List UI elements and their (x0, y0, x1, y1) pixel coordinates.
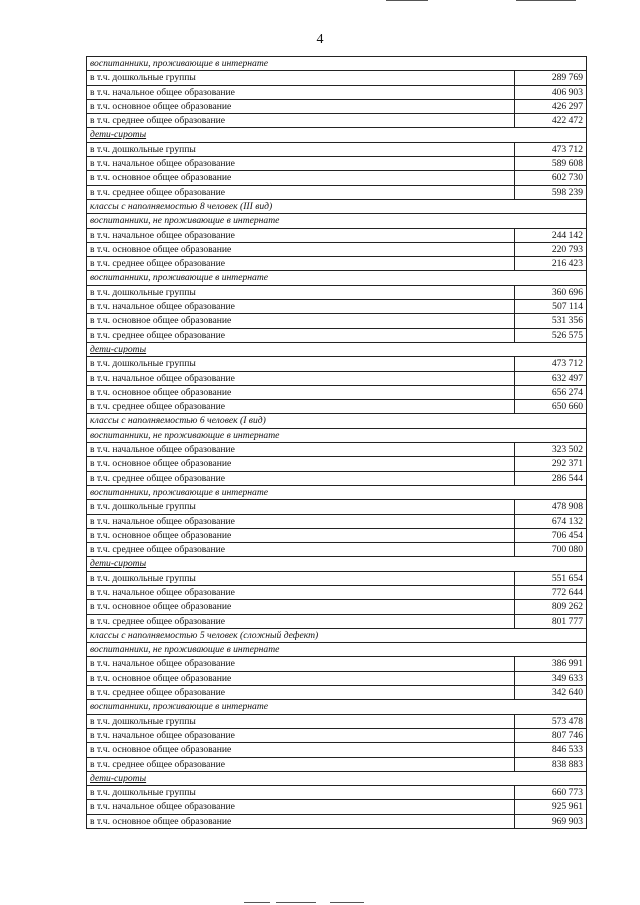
section-header-cell (87, 771, 587, 785)
section-header-row (87, 643, 587, 657)
section-header-label: воспитанники, не проживающие в интернате (90, 215, 280, 227)
section-header-label: дети-сироты (90, 772, 147, 784)
table-row (87, 71, 587, 85)
row-value: 531 356 (515, 314, 587, 328)
row-value: 809 262 (515, 600, 587, 614)
row-label: в т.ч. дошкольные группы (87, 357, 515, 371)
table-row (87, 657, 587, 671)
row-value: 386 991 (515, 657, 587, 671)
table-row (87, 385, 587, 399)
section-header-label: воспитанники, не проживающие в интернате (90, 644, 280, 656)
section-header-label: воспитанники, проживающие в интернате (90, 486, 268, 498)
table-row (87, 242, 587, 256)
table-row (87, 786, 587, 800)
table-row (87, 528, 587, 542)
row-value: 700 080 (515, 543, 587, 557)
row-label: в т.ч. начальное общее образование (87, 514, 515, 528)
section-header-label: воспитанники, не проживающие в интернате (90, 429, 280, 441)
row-value: 422 472 (515, 114, 587, 128)
section-header-label: классы с наполняемостью 8 человек (III вид) (90, 200, 273, 212)
table-row (87, 400, 587, 414)
section-header-row (87, 771, 587, 785)
section-header-cell (87, 485, 587, 499)
table-row (87, 457, 587, 471)
row-value: 360 696 (515, 285, 587, 299)
section-header-cell (87, 643, 587, 657)
section-header-row (87, 128, 587, 142)
row-label: в т.ч. среднее общее образование (87, 257, 515, 271)
tariff-table (86, 56, 587, 829)
section-header-cell (87, 57, 587, 71)
row-label: в т.ч. начальное общее образование (87, 85, 515, 99)
table-row (87, 686, 587, 700)
scan-mark-top (386, 0, 576, 2)
row-value: 507 114 (515, 300, 587, 314)
row-value: 526 575 (515, 328, 587, 342)
table-row (87, 614, 587, 628)
row-label: в т.ч. основное общее образование (87, 242, 515, 256)
table-row (87, 171, 587, 185)
row-value: 807 746 (515, 728, 587, 742)
table-row (87, 600, 587, 614)
table-row (87, 157, 587, 171)
section-header-row (87, 557, 587, 571)
row-label: в т.ч. основное общее образование (87, 385, 515, 399)
row-value: 289 769 (515, 71, 587, 85)
row-label: в т.ч. основное общее образование (87, 743, 515, 757)
row-label: в т.ч. дошкольные группы (87, 285, 515, 299)
table-row (87, 142, 587, 156)
table-row (87, 514, 587, 528)
row-label: в т.ч. основное общее образование (87, 457, 515, 471)
row-value: 349 633 (515, 671, 587, 685)
row-label: в т.ч. основное общее образование (87, 99, 515, 113)
row-label: в т.ч. основное общее образование (87, 600, 515, 614)
section-header-label: воспитанники, проживающие в интернате (90, 272, 268, 284)
table-row (87, 571, 587, 585)
section-header-label: воспитанники, проживающие в интернате (90, 58, 268, 69)
row-label: в т.ч. среднее общее образование (87, 185, 515, 199)
row-value: 650 660 (515, 400, 587, 414)
section-header-row (87, 485, 587, 499)
section-header-label: дети-сироты (90, 558, 147, 570)
row-label: в т.ч. среднее общее образование (87, 686, 515, 700)
section-header-cell (87, 700, 587, 714)
row-value: 706 454 (515, 528, 587, 542)
table-row (87, 671, 587, 685)
section-header-row (87, 428, 587, 442)
table-row (87, 185, 587, 199)
table-row (87, 714, 587, 728)
table-row (87, 357, 587, 371)
row-label: в т.ч. начальное общее образование (87, 657, 515, 671)
table-row (87, 371, 587, 385)
table-row (87, 585, 587, 599)
row-value: 969 903 (515, 814, 587, 828)
row-value: 656 274 (515, 385, 587, 399)
section-header-row (87, 700, 587, 714)
row-label: в т.ч. среднее общее образование (87, 400, 515, 414)
row-label: в т.ч. начальное общее образование (87, 300, 515, 314)
row-value: 473 712 (515, 142, 587, 156)
row-label: в т.ч. дошкольные группы (87, 142, 515, 156)
table-row (87, 743, 587, 757)
row-label: в т.ч. начальное общее образование (87, 371, 515, 385)
row-value: 478 908 (515, 500, 587, 514)
section-header-row (87, 271, 587, 285)
section-header-label: дети-сироты (90, 343, 147, 355)
row-value: 674 132 (515, 514, 587, 528)
section-header-row (87, 57, 587, 71)
row-label: в т.ч. начальное общее образование (87, 728, 515, 742)
table-row (87, 500, 587, 514)
section-header-label: воспитанники, проживающие в интернате (90, 701, 268, 713)
section-header-row (87, 628, 587, 642)
table-row (87, 300, 587, 314)
row-value: 473 712 (515, 357, 587, 371)
row-value: 660 773 (515, 786, 587, 800)
row-label: в т.ч. основное общее образование (87, 814, 515, 828)
section-header-cell (87, 414, 587, 428)
row-value: 602 730 (515, 171, 587, 185)
table-row (87, 800, 587, 814)
section-header-row (87, 414, 587, 428)
table-row (87, 814, 587, 828)
row-value: 573 478 (515, 714, 587, 728)
row-label: в т.ч. среднее общее образование (87, 328, 515, 342)
page-number: 4 (316, 32, 324, 47)
row-label: в т.ч. начальное общее образование (87, 800, 515, 814)
table-row (87, 757, 587, 771)
row-value: 244 142 (515, 228, 587, 242)
section-header-cell (87, 271, 587, 285)
row-value: 925 961 (515, 800, 587, 814)
row-label: в т.ч. дошкольные группы (87, 71, 515, 85)
row-value: 323 502 (515, 443, 587, 457)
row-label: в т.ч. основное общее образование (87, 528, 515, 542)
row-label: в т.ч. дошкольные группы (87, 500, 515, 514)
section-header-cell (87, 342, 587, 356)
section-header-label: классы с наполняемостью 6 человек (I вид) (90, 415, 266, 427)
row-label: в т.ч. среднее общее образование (87, 471, 515, 485)
section-header-cell (87, 128, 587, 142)
row-value: 598 239 (515, 185, 587, 199)
table-row (87, 728, 587, 742)
row-value: 801 777 (515, 614, 587, 628)
section-header-cell (87, 214, 587, 228)
table-row (87, 99, 587, 113)
table-row (87, 285, 587, 299)
row-value: 292 371 (515, 457, 587, 471)
row-label: в т.ч. дошкольные группы (87, 571, 515, 585)
table-row (87, 314, 587, 328)
row-label: в т.ч. основное общее образование (87, 671, 515, 685)
row-value: 846 533 (515, 743, 587, 757)
table-row (87, 543, 587, 557)
row-value: 216 423 (515, 257, 587, 271)
row-value: 772 644 (515, 585, 587, 599)
table-row (87, 114, 587, 128)
row-value: 406 903 (515, 85, 587, 99)
row-label: в т.ч. начальное общее образование (87, 157, 515, 171)
row-label: в т.ч. дошкольные группы (87, 714, 515, 728)
row-value: 551 654 (515, 571, 587, 585)
section-header-cell (87, 199, 587, 213)
row-label: в т.ч. среднее общее образование (87, 614, 515, 628)
section-header-label: классы с наполняемостью 5 человек (сложный дефект) (90, 629, 319, 641)
section-header-cell (87, 557, 587, 571)
section-header-row (87, 199, 587, 213)
row-label: в т.ч. основное общее образование (87, 171, 515, 185)
table-row (87, 257, 587, 271)
row-label: в т.ч. дошкольные группы (87, 786, 515, 800)
row-label: в т.ч. начальное общее образование (87, 443, 515, 457)
row-value: 426 297 (515, 99, 587, 113)
row-value: 342 640 (515, 686, 587, 700)
row-label: в т.ч. среднее общее образование (87, 757, 515, 771)
table-body (87, 57, 587, 829)
row-label: в т.ч. среднее общее образование (87, 543, 515, 557)
table-row (87, 443, 587, 457)
row-label: в т.ч. среднее общее образование (87, 114, 515, 128)
section-header-label: дети-сироты (90, 129, 147, 141)
row-label: в т.ч. начальное общее образование (87, 228, 515, 242)
section-header-row (87, 214, 587, 228)
table-row (87, 85, 587, 99)
section-header-cell (87, 628, 587, 642)
row-value: 286 544 (515, 471, 587, 485)
row-label: в т.ч. основное общее образование (87, 314, 515, 328)
scan-mark-bottom (244, 902, 364, 904)
table-row (87, 471, 587, 485)
section-header-cell (87, 428, 587, 442)
row-label: в т.ч. начальное общее образование (87, 585, 515, 599)
row-value: 589 608 (515, 157, 587, 171)
section-header-row (87, 342, 587, 356)
table-row (87, 228, 587, 242)
row-value: 838 883 (515, 757, 587, 771)
row-value: 220 793 (515, 242, 587, 256)
table-row (87, 328, 587, 342)
row-value: 632 497 (515, 371, 587, 385)
